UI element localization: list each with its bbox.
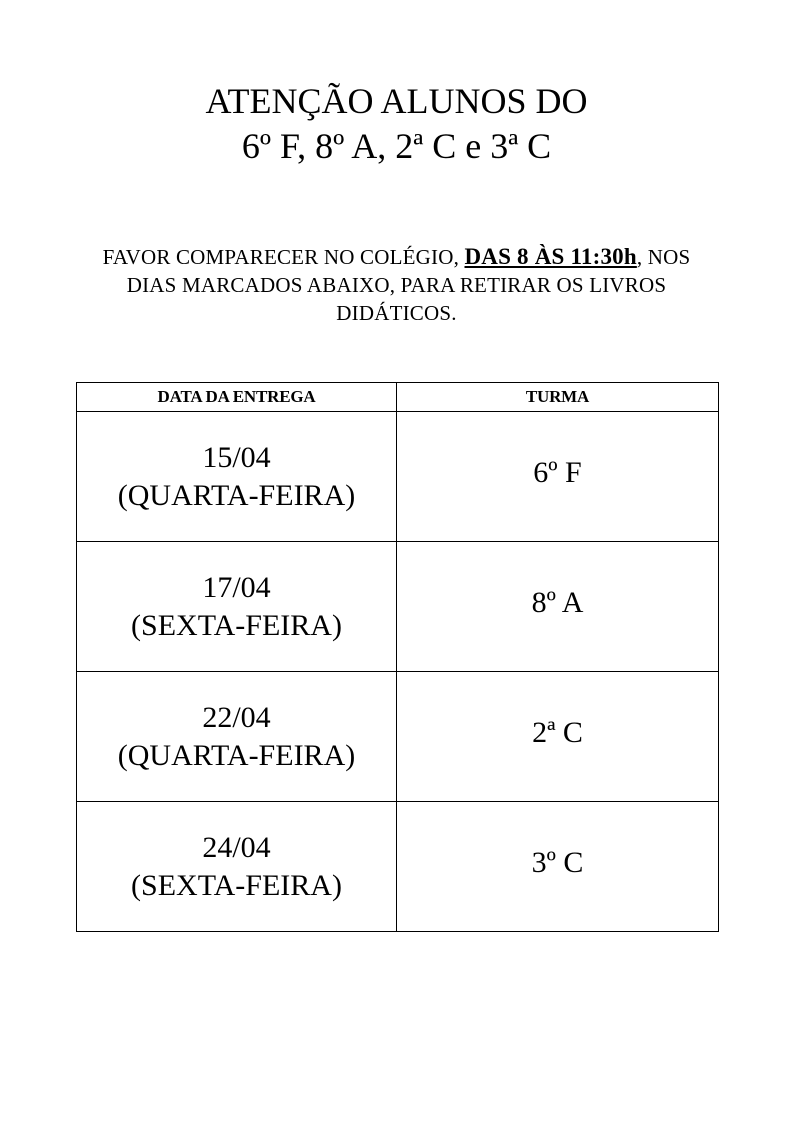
turma-text: 3º C [531,845,584,879]
weekday-text: (SEXTA-FEIRA) [131,608,342,642]
table-row [77,412,719,542]
notice-text-after: , NOS DIAS MARCADOS ABAIXO, PARA RETIRAR OS LIVROS DIDÁTICOS. [126,245,691,325]
notice-text-before: FAVOR COMPARECER NO COLÉGIO, [102,245,465,269]
table-row [77,802,719,932]
turma-cell [397,412,719,542]
title-line-2: 6º F, 8º A, 2ª C e 3ª C [241,126,552,166]
column-header-turma: TURMA [397,383,719,412]
date-text: 22/04 [202,700,271,734]
notice-paragraph [80,243,713,327]
title-line-1: ATENÇÃO ALUNOS DO [205,81,588,121]
turma-text: 8º A [531,585,584,619]
turma-cell [397,542,719,672]
turma-text: 6º F [533,455,582,489]
weekday-text: (QUARTA-FEIRA) [117,738,356,772]
date-cell [77,412,397,542]
date-text: 24/04 [202,830,271,864]
weekday-text: (SEXTA-FEIRA) [131,868,342,902]
date-text: 17/04 [202,570,271,604]
weekday-text: (QUARTA-FEIRA) [117,478,356,512]
page-title [0,79,793,169]
table-header-row [77,383,719,412]
column-header-date: DATA DA ENTREGA [77,383,397,412]
turma-cell [397,672,719,802]
schedule-table [76,382,719,932]
table-row [77,672,719,802]
date-cell [77,672,397,802]
date-cell [77,802,397,932]
table-row [77,542,719,672]
turma-cell [397,802,719,932]
notice-time-highlight: DAS 8 ÀS 11:30h [464,244,637,269]
turma-text: 2ª C [532,715,583,749]
date-cell [77,542,397,672]
date-text: 15/04 [202,440,271,474]
